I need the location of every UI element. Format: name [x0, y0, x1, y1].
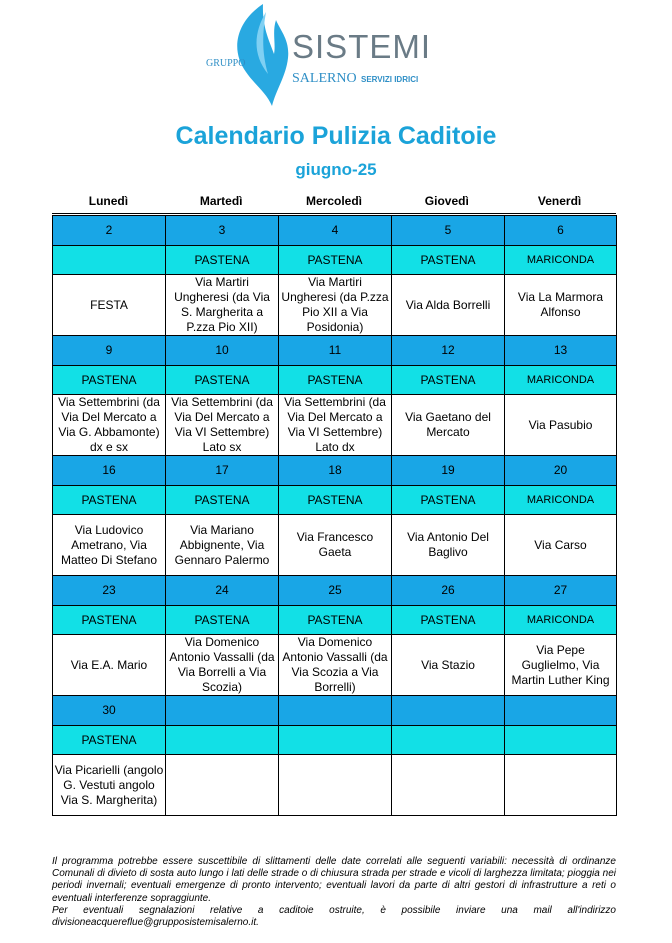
date-row [53, 696, 617, 726]
street-cell: Via Mariano Abbignente, Via Gennaro Palermo [166, 515, 279, 576]
zone-row [53, 606, 617, 635]
zone-row [53, 726, 617, 755]
logo-sistemi: SISTEMI [292, 28, 432, 65]
cleaning-calendar-table [52, 215, 617, 816]
street-cell: Via Martiri Ungheresi (da Via S. Margherita a P.zza Pio XII) [166, 275, 279, 336]
date-cell: 6 [505, 216, 617, 246]
date-cell: 24 [166, 576, 279, 606]
date-cell: 12 [392, 336, 505, 366]
zone-cell: PASTENA [392, 606, 505, 635]
street-row [53, 635, 617, 696]
street-cell: Via Domenico Antonio Vassalli (da Via Borrelli a Via Scozia) [166, 635, 279, 696]
gruppo-sistemi-logo [196, 2, 446, 114]
zone-cell: PASTENA [166, 486, 279, 515]
zone-cell: MARICONDA [505, 366, 617, 395]
date-cell: 5 [392, 216, 505, 246]
weekday-tuesday: Martedì [199, 194, 243, 208]
street-cell: Via Carso [505, 515, 617, 576]
date-cell: 9 [53, 336, 166, 366]
date-cell: 10 [166, 336, 279, 366]
date-cell: 26 [392, 576, 505, 606]
zone-cell: PASTENA [53, 606, 166, 635]
zone-cell: PASTENA [53, 726, 166, 755]
zone-cell: PASTENA [392, 486, 505, 515]
weekday-friday: Venerdì [537, 194, 582, 208]
weekday-monday: Lunedì [88, 194, 129, 208]
zone-cell [53, 246, 166, 275]
header-divider [52, 213, 616, 214]
zone-cell: PASTENA [279, 606, 392, 635]
street-cell: Via Settembrini (da Via Del Mercato a Via G. Abbamonte) dx e sx [53, 395, 166, 456]
logo-salerno: SALERNO [292, 71, 357, 86]
street-cell: Via Domenico Antonio Vassalli (da Via Scozia a Via Borrelli) [279, 635, 392, 696]
street-cell: Via Alda Borrelli [392, 275, 505, 336]
zone-row [53, 246, 617, 275]
street-cell: Via Pasubio [505, 395, 617, 456]
street-cell: FESTA [53, 275, 166, 336]
date-cell: 20 [505, 456, 617, 486]
weekday-wednesday: Mercoledì [305, 194, 362, 208]
zone-cell: PASTENA [166, 366, 279, 395]
street-cell [279, 755, 392, 816]
zone-cell: PASTENA [279, 366, 392, 395]
zone-cell [166, 726, 279, 755]
date-row [53, 336, 617, 366]
month-label: giugno-25 [295, 160, 377, 179]
date-cell: 4 [279, 216, 392, 246]
date-cell: 3 [166, 216, 279, 246]
street-cell: Via Stazio [392, 635, 505, 696]
zone-cell: PASTENA [392, 366, 505, 395]
date-cell: 23 [53, 576, 166, 606]
street-row [53, 515, 617, 576]
street-row [53, 395, 617, 456]
street-cell: Via Ludovico Ametrano, Via Matteo Di Stefano [53, 515, 166, 576]
date-cell: 16 [53, 456, 166, 486]
zone-cell: PASTENA [279, 486, 392, 515]
weekday-thursday: Giovedì [424, 194, 469, 208]
date-cell [505, 696, 617, 726]
zone-cell: PASTENA [166, 246, 279, 275]
street-cell: Via E.A. Mario [53, 635, 166, 696]
zone-cell: PASTENA [392, 246, 505, 275]
street-cell: Via Francesco Gaeta [279, 515, 392, 576]
street-cell: Via Martiri Ungheresi (da P.zza Pio XII a Via Posidonia) [279, 275, 392, 336]
date-cell [392, 696, 505, 726]
zone-cell [279, 726, 392, 755]
street-cell: Via Pepe Guglielmo, Via Martin Luther King [505, 635, 617, 696]
date-cell: 25 [279, 576, 392, 606]
street-cell: Via La Marmora Alfonso [505, 275, 617, 336]
zone-cell: PASTENA [166, 606, 279, 635]
street-cell: Via Picarielli (angolo G. Vestuti angolo Via S. Margherita) [53, 755, 166, 816]
date-cell: 18 [279, 456, 392, 486]
date-row [53, 576, 617, 606]
date-cell: 30 [53, 696, 166, 726]
street-cell [505, 755, 617, 816]
contact-text: Per eventuali segnalazioni relative a caditoie ostruite, è possibile inviare una mail all'indirizzo divisioneacquereflue@grupposistemisalerno.it. [52, 904, 616, 929]
date-cell: 27 [505, 576, 617, 606]
page-title: Calendario Pulizia Caditoie [175, 122, 497, 150]
street-cell [392, 755, 505, 816]
date-cell: 11 [279, 336, 392, 366]
zone-cell: MARICONDA [505, 246, 617, 275]
street-cell [166, 755, 279, 816]
date-row [53, 216, 617, 246]
date-cell: 13 [505, 336, 617, 366]
street-cell: Via Antonio Del Baglivo [392, 515, 505, 576]
footer-note [52, 856, 616, 929]
zone-cell: MARICONDA [505, 606, 617, 635]
zone-cell [505, 726, 617, 755]
street-cell: Via Gaetano del Mercato [392, 395, 505, 456]
date-cell: 17 [166, 456, 279, 486]
date-row [53, 456, 617, 486]
zone-cell: PASTENA [53, 486, 166, 515]
date-cell: 19 [392, 456, 505, 486]
date-cell [279, 696, 392, 726]
zone-cell: PASTENA [279, 246, 392, 275]
street-cell: Via Settembrini (da Via Del Mercato a Via VI Settembre) Lato dx [279, 395, 392, 456]
logo-servizi-idrici: SERVIZI IDRICI [361, 75, 419, 84]
zone-cell: PASTENA [53, 366, 166, 395]
weekday-header [52, 192, 616, 214]
date-cell: 2 [53, 216, 166, 246]
disclaimer-text: Il programma potrebbe essere suscettibile di slittamenti delle date correlati alle seguenti variabili: necessità di ordinanze Comunali di divieto di sosta auto lungo i lati delle strade o di chiusura strada per strade e vicoli di larghezza limitata; pioggia nei periodi invernali; eventuali emergenze di pronto intervento; eventuali lavori da parte di altri gestori di infrastrutture a reti o eventuali interferenze sopraggiunte. [52, 856, 616, 904]
street-row [53, 275, 617, 336]
zone-cell: MARICONDA [505, 486, 617, 515]
zone-cell [392, 726, 505, 755]
street-row [53, 755, 617, 816]
logo-gruppo: GRUPPO [206, 58, 246, 69]
zone-row [53, 486, 617, 515]
zone-row [53, 366, 617, 395]
street-cell: Via Settembrini (da Via Del Mercato a Via VI Settembre) Lato sx [166, 395, 279, 456]
date-cell [166, 696, 279, 726]
